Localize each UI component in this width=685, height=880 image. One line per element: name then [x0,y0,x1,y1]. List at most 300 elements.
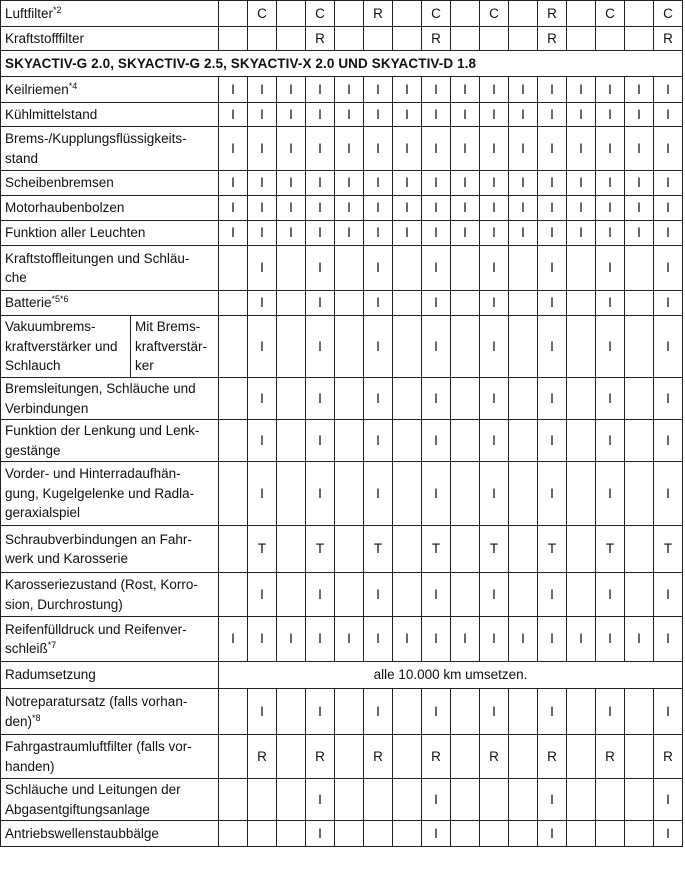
interval-cell: I [567,77,596,103]
interval-cell: I [596,617,625,662]
row-label-radumsetzung: Radumsetzung [1,662,219,689]
row-label-reifenf-lldruck-und-reifenver-schlei: Reifenfülldruck und Reifenver- schleiß$^{*7}$ [1,617,219,662]
interval-cell [451,573,480,617]
row-label-keilriemen: Keilriemen$^{*4}$ [1,77,219,103]
interval-cell: I [654,378,683,420]
interval-cell [509,735,538,779]
interval-cell: I [451,221,480,246]
interval-cell [277,779,306,821]
interval-cell [393,246,422,291]
interval-cell: I [219,617,248,662]
interval-cell: I [654,196,683,221]
interval-cell: I [393,221,422,246]
interval-cell [219,246,248,291]
interval-cell [451,779,480,821]
interval-cell: R [654,735,683,779]
table-row [1,662,683,689]
interval-cell [219,821,248,847]
interval-cell [567,378,596,420]
interval-cell: I [538,779,567,821]
interval-cell: I [480,316,509,378]
interval-cell [248,27,277,51]
interval-cell: R [480,735,509,779]
interval-cell: I [306,378,335,420]
interval-cell [451,27,480,51]
interval-cell [335,378,364,420]
interval-cell [625,316,654,378]
interval-cell: I [654,127,683,171]
footnote-ref: *4 [68,80,78,91]
interval-cell: T [596,526,625,573]
interval-cell: I [567,196,596,221]
interval-cell: I [248,127,277,171]
row-label-schl-uche-und-leitungen-der-abgasentgift: Schläuche und Leitungen der Abgasentgiftungsanlage [1,779,219,821]
interval-cell: I [538,316,567,378]
interval-cell: I [248,221,277,246]
row-label-batterie: Batterie$^{*5*6}$ [1,291,219,316]
interval-cell [625,378,654,420]
interval-cell [248,821,277,847]
interval-cell: I [654,779,683,821]
interval-cell [625,573,654,617]
interval-cell [451,821,480,847]
interval-cell [393,526,422,573]
interval-cell: I [625,196,654,221]
interval-cell: I [306,221,335,246]
interval-cell: I [538,821,567,847]
interval-cell [567,689,596,735]
interval-cell: I [364,617,393,662]
interval-cell [219,573,248,617]
interval-cell [480,821,509,847]
interval-cell [509,316,538,378]
interval-cell: I [451,127,480,171]
interval-cell [335,27,364,51]
interval-cell: I [335,171,364,196]
interval-cell [219,1,248,27]
table-row [1,821,683,847]
interval-cell: I [422,291,451,316]
interval-cell [567,821,596,847]
interval-cell: I [654,77,683,103]
interval-cell: I [335,77,364,103]
interval-cell [364,27,393,51]
interval-cell: I [625,103,654,127]
interval-cell: T [538,526,567,573]
interval-cell [335,573,364,617]
interval-cell [625,27,654,51]
interval-cell: I [567,617,596,662]
interval-cell [277,573,306,617]
interval-cell: I [538,291,567,316]
interval-cell [451,1,480,27]
interval-cell [248,779,277,821]
interval-cell: I [248,196,277,221]
interval-cell: R [364,735,393,779]
interval-cell: I [364,221,393,246]
interval-cell [277,526,306,573]
interval-cell: I [654,617,683,662]
interval-cell [219,27,248,51]
interval-cell [509,291,538,316]
interval-cell [625,526,654,573]
interval-cell [596,27,625,51]
interval-cell: I [596,420,625,462]
interval-cell: I [654,246,683,291]
interval-cell: I [364,246,393,291]
interval-cell: I [248,420,277,462]
interval-cell: I [596,316,625,378]
interval-cell [451,378,480,420]
interval-cell: I [654,821,683,847]
interval-cell [567,27,596,51]
interval-cell: I [538,77,567,103]
table-row [1,526,683,573]
row-sublabel: Mit Brems- kraftverstär- ker [131,316,219,378]
interval-cell [219,420,248,462]
interval-cell: I [248,462,277,526]
interval-cell: I [480,420,509,462]
interval-cell: I [248,573,277,617]
interval-cell: I [248,689,277,735]
row-label-fahrgastraumluftfilter-falls-vor-handen: Fahrgastraumluftfilter (falls vor- handen) [1,735,219,779]
interval-cell: I [480,171,509,196]
table-row [1,420,683,462]
interval-cell [219,316,248,378]
interval-cell [335,821,364,847]
interval-cell [277,420,306,462]
interval-cell: I [480,462,509,526]
interval-cell: I [335,127,364,171]
interval-cell: I [654,689,683,735]
interval-cell: I [248,617,277,662]
interval-cell: I [625,221,654,246]
interval-cell [625,291,654,316]
interval-cell [509,779,538,821]
interval-cell: I [364,103,393,127]
interval-cell [625,246,654,291]
interval-cell: I [480,246,509,291]
interval-cell: I [538,103,567,127]
interval-cell: I [654,221,683,246]
interval-cell: I [335,196,364,221]
table-row [1,617,683,662]
interval-cell: I [509,617,538,662]
interval-cell: I [393,171,422,196]
interval-cell [480,27,509,51]
interval-cell: I [248,103,277,127]
interval-cell: I [393,127,422,171]
interval-cell: I [596,246,625,291]
interval-cell [393,378,422,420]
interval-cell: I [654,103,683,127]
interval-cell [219,735,248,779]
interval-cell: I [364,77,393,103]
interval-cell: I [451,171,480,196]
interval-cell [393,1,422,27]
interval-cell: I [596,221,625,246]
interval-cell [393,462,422,526]
interval-cell: I [596,291,625,316]
interval-cell [509,246,538,291]
interval-cell: I [277,196,306,221]
table-row [1,316,683,378]
interval-cell [219,689,248,735]
section-header-row [1,51,683,77]
interval-cell [567,735,596,779]
interval-cell [451,462,480,526]
interval-cell: I [480,103,509,127]
interval-cell: I [567,221,596,246]
row-label-funktion-aller-leuchten: Funktion aller Leuchten [1,221,219,246]
interval-cell: I [596,689,625,735]
interval-cell: I [306,291,335,316]
interval-cell: I [306,196,335,221]
interval-cell: T [480,526,509,573]
interval-cell: I [364,378,393,420]
interval-cell: I [654,291,683,316]
interval-cell: I [364,196,393,221]
interval-cell: I [422,171,451,196]
interval-cell [509,526,538,573]
interval-cell: I [480,689,509,735]
interval-cell: I [422,821,451,847]
interval-cell [364,821,393,847]
interval-cell: I [480,617,509,662]
interval-cell: I [422,420,451,462]
interval-cell: I [654,171,683,196]
interval-cell: I [393,103,422,127]
interval-cell: I [538,420,567,462]
interval-cell: I [451,103,480,127]
interval-cell: R [538,1,567,27]
interval-cell: I [538,378,567,420]
interval-cell: I [219,171,248,196]
table-row [1,27,683,51]
interval-cell [277,316,306,378]
table-row [1,779,683,821]
interval-cell [480,779,509,821]
interval-cell: I [277,127,306,171]
interval-cell [567,316,596,378]
interval-cell: I [509,103,538,127]
interval-cell: I [219,221,248,246]
table-row [1,378,683,420]
interval-cell [277,1,306,27]
row-label-notreparatursatz-falls-vorhan-den: Notreparatursatz (falls vorhan- den)$^{*8}$ [1,689,219,735]
interval-cell: I [538,246,567,291]
interval-cell: I [596,103,625,127]
interval-cell [219,291,248,316]
interval-cell: I [364,171,393,196]
interval-cell [393,420,422,462]
interval-cell: R [538,27,567,51]
interval-cell: I [306,316,335,378]
interval-cell [509,378,538,420]
interval-cell [335,689,364,735]
interval-cell [277,821,306,847]
interval-cell [509,1,538,27]
interval-cell: R [538,735,567,779]
interval-cell: I [538,127,567,171]
interval-cell: I [451,617,480,662]
interval-cell: T [306,526,335,573]
interval-cell: I [306,77,335,103]
footnote-ref: *7 [47,640,57,650]
interval-cell: I [422,316,451,378]
interval-cell [335,291,364,316]
interval-cell [625,420,654,462]
interval-cell: I [306,779,335,821]
interval-cell: I [451,196,480,221]
interval-cell [567,420,596,462]
interval-cell [277,462,306,526]
interval-cell: I [248,378,277,420]
interval-cell [219,462,248,526]
interval-cell: I [480,127,509,171]
interval-cell [567,462,596,526]
interval-cell: I [364,420,393,462]
table-row [1,1,683,27]
interval-cell: R [422,735,451,779]
interval-cell [393,291,422,316]
interval-cell: I [422,573,451,617]
interval-cell: C [596,1,625,27]
interval-cell: I [219,196,248,221]
interval-cell: I [364,316,393,378]
table-row [1,689,683,735]
interval-cell: I [364,689,393,735]
interval-cell [219,378,248,420]
interval-cell: I [451,77,480,103]
row-label-bremsleitungen-schl-uche-und-verbindunge: Bremsleitungen, Schläuche und Verbindungen [1,378,219,420]
section-title: SKYACTIV-G 2.0, SKYACTIV-G 2.5, SKYACTIV-X 2.0 UND SKYACTIV-D 1.8 [1,51,683,77]
interval-cell: C [654,1,683,27]
interval-cell: I [538,171,567,196]
interval-cell: I [538,617,567,662]
interval-cell: I [248,246,277,291]
interval-cell [451,735,480,779]
interval-cell: I [219,77,248,103]
interval-cell [567,291,596,316]
interval-cell: I [422,221,451,246]
interval-cell: I [248,291,277,316]
interval-cell: I [596,196,625,221]
interval-cell [625,779,654,821]
interval-cell: I [596,462,625,526]
row-label-luftfilter: Luftfilter$^{*2}$ [1,1,219,27]
interval-cell: I [480,291,509,316]
row-label-brems-kupplungsfl-ssigkeits-stand: Brems-/Kupplungsflüssigkeits- stand [1,127,219,171]
interval-cell: R [306,735,335,779]
interval-cell [509,689,538,735]
interval-cell: I [538,196,567,221]
interval-cell: T [248,526,277,573]
interval-cell: I [538,221,567,246]
interval-cell: I [596,77,625,103]
interval-cell: I [625,127,654,171]
interval-cell [509,821,538,847]
interval-cell: I [393,77,422,103]
row-label-k-hlmittelstand: Kühlmittelstand [1,103,219,127]
interval-cell: I [306,171,335,196]
interval-cell [335,779,364,821]
interval-cell: C [422,1,451,27]
interval-cell [277,246,306,291]
interval-cell [335,1,364,27]
interval-cell: I [422,689,451,735]
interval-cell [219,779,248,821]
interval-cell: I [248,171,277,196]
interval-cell [277,378,306,420]
interval-cell: I [422,378,451,420]
interval-cell [364,779,393,821]
footnote-ref: *8 [32,712,41,723]
interval-cell [335,246,364,291]
interval-cell: I [248,316,277,378]
interval-cell [567,779,596,821]
interval-cell [335,316,364,378]
interval-cell: I [625,171,654,196]
interval-cell: I [422,779,451,821]
interval-cell: R [306,27,335,51]
table-row [1,735,683,779]
table-row [1,103,683,127]
interval-cell: I [596,378,625,420]
interval-cell: I [219,127,248,171]
interval-cell [596,779,625,821]
interval-cell: I [625,77,654,103]
interval-cell: I [509,221,538,246]
row-label-karosseriezustand-rost-korro-sion-durchr: Karosseriezustand (Rost, Korro- sion, Durchrostung) [1,573,219,617]
interval-cell: I [654,420,683,462]
interval-cell: I [480,378,509,420]
interval-cell: I [364,462,393,526]
interval-cell: I [567,127,596,171]
interval-cell [219,526,248,573]
interval-cell: I [480,573,509,617]
interval-cell: I [509,171,538,196]
interval-cell [335,735,364,779]
interval-cell: I [335,221,364,246]
interval-cell: I [422,103,451,127]
interval-cell: I [422,77,451,103]
interval-cell: I [654,462,683,526]
interval-cell [393,779,422,821]
interval-cell: I [422,462,451,526]
interval-cell: I [277,77,306,103]
interval-cell: I [306,617,335,662]
interval-cell [277,27,306,51]
interval-cell: R [596,735,625,779]
footnote-ref: *5*6 [51,294,69,305]
interval-cell [567,526,596,573]
interval-cell [335,420,364,462]
interval-cell [451,316,480,378]
interval-cell [393,27,422,51]
interval-cell: I [625,617,654,662]
interval-cell: I [422,246,451,291]
interval-cell [625,735,654,779]
row-label-vorder-und-hinterradaufh-n-gung-kugelgel: Vorder- und Hinterradaufhän- gung, Kugelgelenke und Radla- geraxialspiel [1,462,219,526]
interval-cell: I [277,171,306,196]
interval-cell: I [277,617,306,662]
interval-cell [451,291,480,316]
interval-cell: I [480,77,509,103]
footnote-ref: *2 [53,4,62,15]
interval-cell: I [393,617,422,662]
interval-cell [567,573,596,617]
